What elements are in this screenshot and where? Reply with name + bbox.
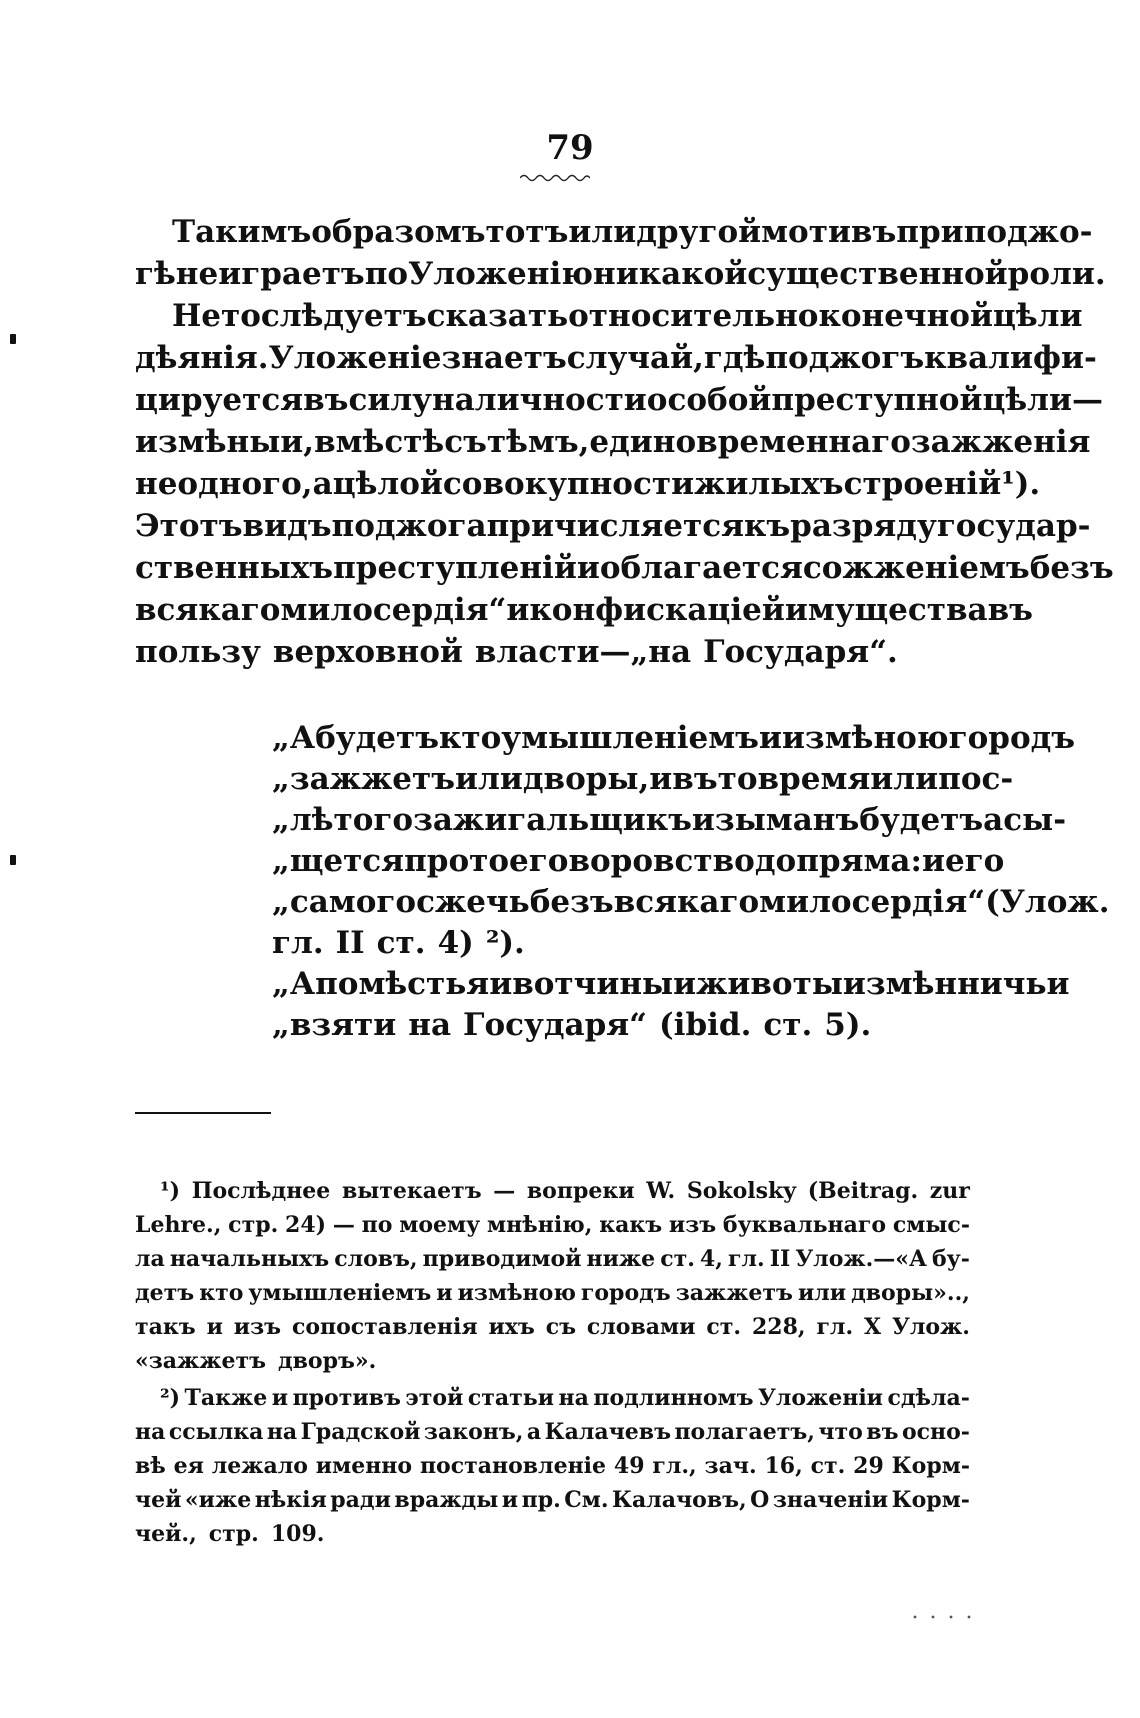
footnote-line: [135, 1278, 970, 1308]
footnote-line: [160, 1383, 970, 1413]
word: „щется: [272, 843, 405, 879]
word: цѣлой: [332, 466, 443, 502]
text-line: [172, 296, 1083, 336]
word: пр.: [521, 1487, 561, 1513]
word: или: [870, 761, 939, 797]
word: пользу: [135, 634, 261, 670]
word: ст.: [376, 925, 426, 961]
word: кто: [199, 1280, 244, 1306]
word: то: [717, 761, 758, 797]
word: другой: [636, 214, 762, 250]
word: государ-: [936, 508, 1091, 544]
word: постановленіе: [419, 1453, 607, 1479]
word: Уложеніе: [268, 340, 442, 376]
word: причисляется: [486, 508, 744, 544]
word: противъ: [292, 1385, 401, 1411]
word: и: [576, 550, 600, 586]
word: въ: [987, 592, 1033, 628]
quote-line: [272, 1005, 969, 1045]
word: его: [944, 843, 1005, 879]
word: на: [408, 1007, 452, 1043]
word: ниже: [586, 1246, 656, 1272]
word: моему: [399, 1212, 481, 1238]
word: См.: [564, 1487, 609, 1513]
word: играетъ: [218, 256, 365, 292]
word: умышленіемъ: [501, 720, 759, 756]
word: чей.,: [135, 1521, 197, 1547]
word: сожженіемъ: [802, 550, 1030, 586]
word: —: [493, 1178, 516, 1204]
word: Уложеніи: [757, 1385, 883, 1411]
text-line: [135, 338, 1097, 378]
footnote-line: [135, 1312, 970, 1342]
word: этой: [405, 1385, 464, 1411]
word: пос-: [938, 761, 1014, 797]
word: Sokolsky: [686, 1178, 797, 1204]
word: поджога: [331, 508, 487, 544]
word: по: [364, 256, 409, 292]
word: измѣны: [135, 424, 281, 460]
word: Не: [172, 298, 222, 334]
word: Lehre.,: [135, 1212, 222, 1238]
word: мотивъ: [761, 214, 897, 250]
word: стр.: [228, 1212, 279, 1238]
word: вотчины: [512, 966, 674, 1002]
word: и: [501, 1487, 519, 1513]
word: 49: [613, 1453, 645, 1479]
word: гѣ: [135, 256, 176, 292]
word: —: [332, 1212, 355, 1238]
word: и: [271, 1385, 289, 1411]
word: сжечь: [416, 884, 530, 920]
word: Уложенію: [408, 256, 594, 292]
word: милосердія“: [759, 884, 986, 920]
quote-line: [272, 923, 969, 963]
word: изыманъ: [691, 802, 860, 838]
word: всякаго: [135, 592, 281, 628]
footnote-line: [135, 1485, 970, 1515]
word: W.: [646, 1178, 676, 1204]
word: сопоставленія: [291, 1314, 478, 1340]
word: ст.: [706, 1314, 742, 1340]
word: (ibid.: [659, 1007, 752, 1043]
text-line: [135, 548, 1114, 588]
footnote-rule: [135, 1112, 271, 1114]
page-number-ornament: [520, 172, 590, 182]
word: или: [797, 1280, 847, 1306]
text-line: [135, 254, 1106, 294]
word: сы-: [1003, 802, 1067, 838]
word: X: [864, 1314, 882, 1340]
word: «иже: [184, 1487, 252, 1513]
word: и,: [280, 424, 315, 460]
word: про: [404, 843, 470, 879]
word: воровство: [568, 843, 755, 879]
word: (Улож.: [985, 884, 1110, 920]
word: тѣмъ,: [486, 424, 590, 460]
word: будетъ: [315, 720, 439, 756]
word: «зажжетъ: [135, 1348, 266, 1374]
word: приводимой: [422, 1246, 582, 1272]
word: то: [221, 298, 261, 334]
word: особой: [646, 382, 772, 418]
word: сказать: [426, 298, 569, 334]
word: слѣдуетъ: [260, 298, 427, 334]
word: безъ: [529, 884, 614, 920]
quote-line: [272, 964, 1070, 1004]
word: смыс-: [892, 1212, 970, 1238]
word: Государя“.: [703, 634, 898, 670]
word: цѣли: [992, 298, 1083, 334]
word: съ: [444, 424, 487, 460]
word: ²).: [485, 925, 525, 961]
word: на: [266, 1419, 298, 1445]
word: въ: [866, 1419, 899, 1445]
word: буквальнаго: [722, 1212, 887, 1238]
word: безъ: [1029, 550, 1114, 586]
word: одного,: [177, 466, 313, 502]
word: Такимъ: [172, 214, 312, 250]
word: дворы,: [522, 761, 650, 797]
word: строеній: [843, 466, 1002, 502]
word: О: [750, 1487, 770, 1513]
word: „самого: [272, 884, 417, 920]
word: II: [335, 925, 365, 961]
word: того: [333, 802, 414, 838]
text-line: [135, 464, 1041, 504]
word: стр.: [208, 1521, 259, 1547]
footnote-line: [135, 1210, 970, 1240]
word: „А: [272, 966, 316, 1002]
word: допряма:: [754, 843, 922, 879]
word: совокупности: [442, 466, 695, 502]
word: или: [568, 214, 637, 250]
word: гдѣ: [703, 340, 766, 376]
word: изъ: [233, 1314, 282, 1340]
word: а: [983, 802, 1004, 838]
word: „лѣ: [272, 802, 334, 838]
word: ради: [330, 1487, 391, 1513]
word: ¹).: [1001, 466, 1041, 502]
word: зач.: [704, 1453, 757, 1479]
word: не: [175, 256, 219, 292]
word: и: [649, 761, 673, 797]
word: ихъ: [488, 1314, 535, 1340]
word: разряду: [790, 508, 937, 544]
word: zur: [929, 1178, 970, 1204]
word: Государя“: [463, 1007, 648, 1043]
word: преступленій: [333, 550, 577, 586]
word: II: [769, 1246, 791, 1272]
footnote-line: [135, 1451, 970, 1481]
margin-mark: [10, 855, 16, 865]
word: животы: [696, 966, 843, 1002]
word: и: [436, 1280, 453, 1306]
word: осно-: [901, 1419, 970, 1445]
quote-line: [272, 718, 1076, 758]
word: наличности: [432, 382, 647, 418]
word: гл.: [816, 1314, 854, 1340]
word: Улож.: [892, 1314, 970, 1340]
word: „зажжетъ: [272, 761, 456, 797]
word: 4,: [699, 1246, 723, 1272]
footnote-line: [135, 1519, 970, 1549]
word: Этотъ: [135, 508, 243, 544]
word: зажженія: [910, 424, 1091, 460]
word: 29: [853, 1453, 884, 1479]
word: вражды: [394, 1487, 499, 1513]
word: ст.: [763, 1007, 813, 1043]
word: единовременнаго: [589, 424, 911, 460]
word: поджо-: [963, 214, 1093, 250]
text-line: [135, 632, 969, 672]
margin-mark: [10, 334, 16, 344]
word: статьи: [467, 1385, 555, 1411]
word: жилыхъ: [694, 466, 844, 502]
text-line: [135, 422, 1091, 462]
word: 5).: [824, 1007, 872, 1043]
word: въ: [672, 761, 718, 797]
quote-line: [272, 841, 1005, 881]
word: а: [312, 466, 333, 502]
word: детъ: [135, 1280, 195, 1306]
word: его: [509, 843, 569, 879]
word: и: [673, 966, 697, 1002]
word: конфискаціей: [529, 592, 785, 628]
word: тотъ: [485, 214, 569, 250]
word: начальныхъ: [169, 1246, 330, 1272]
word: образомъ: [311, 214, 486, 250]
word: видъ: [242, 508, 332, 544]
word: что: [818, 1419, 863, 1445]
scan-artifact-dots: [906, 1614, 976, 1620]
word: дѣянія.: [135, 340, 269, 376]
word: ссылка: [168, 1419, 264, 1445]
word: Послѣднее: [191, 1178, 331, 1204]
footnote-line: [135, 1244, 970, 1274]
word: законъ,: [423, 1419, 524, 1445]
word: и: [758, 720, 782, 756]
quote-line: [272, 759, 1014, 799]
word: словъ,: [334, 1246, 418, 1272]
word: сдѣла-: [887, 1385, 970, 1411]
word: городъ: [580, 1280, 671, 1306]
word: измѣнничьи: [842, 966, 1070, 1002]
word: бу-: [931, 1246, 970, 1272]
word: ¹): [160, 1178, 181, 1204]
word: какъ: [599, 1212, 663, 1238]
word: 4): [437, 925, 474, 961]
word: зажигальщикъ: [413, 802, 692, 838]
text-line: [135, 590, 1033, 630]
word: а: [526, 1419, 542, 1445]
word: никакой: [593, 256, 748, 292]
word: лежало: [211, 1453, 308, 1479]
word: и: [506, 592, 530, 628]
word: относительно: [568, 298, 819, 334]
word: словами: [586, 1314, 696, 1340]
word: 16,: [764, 1453, 803, 1479]
word: Также: [184, 1385, 268, 1411]
word: гл.: [727, 1246, 765, 1272]
word: силу: [348, 382, 433, 418]
word: и: [206, 1314, 223, 1340]
word: Калачовъ,: [612, 1487, 747, 1513]
word: ла: [135, 1246, 165, 1272]
word: Улож.—«А: [795, 1246, 927, 1272]
word: гл.: [272, 925, 324, 961]
word: преступной: [771, 382, 983, 418]
word: существенной: [747, 256, 1008, 292]
word: цируется: [135, 382, 304, 418]
word: и: [921, 843, 945, 879]
word: подлинномъ: [593, 1385, 754, 1411]
word: къ: [744, 508, 791, 544]
text-line: [135, 380, 1104, 420]
word: случай,: [566, 340, 704, 376]
word: облагается: [599, 550, 803, 586]
word: измѣною: [781, 720, 949, 756]
word: вопреки: [526, 1178, 635, 1204]
word: квалифи-: [924, 340, 1097, 376]
word: въ: [303, 382, 349, 418]
word: изъ: [668, 1212, 717, 1238]
word: по: [361, 1212, 393, 1238]
footnote-line: [135, 1346, 970, 1376]
word: не: [135, 466, 178, 502]
word: измѣною: [457, 1280, 576, 1306]
word: будетъ: [859, 802, 984, 838]
word: и: [489, 966, 513, 1002]
word: нѣкія: [254, 1487, 327, 1513]
word: мнѣнію,: [487, 1212, 593, 1238]
word: на: [135, 1419, 166, 1445]
word: время: [757, 761, 871, 797]
word: имущества: [784, 592, 988, 628]
quote-line: [272, 882, 1110, 922]
word: ственныхъ: [135, 550, 334, 586]
text-line: [172, 212, 1093, 252]
word: дворъ».: [277, 1348, 377, 1374]
word: вытекаетъ: [341, 1178, 482, 1204]
word: или: [455, 761, 523, 797]
word: Калачевъ: [544, 1419, 671, 1445]
word: (Beitrag.: [807, 1178, 919, 1204]
word: ст.: [660, 1246, 695, 1272]
word: при: [896, 214, 964, 250]
word: „А: [272, 720, 316, 756]
word: кто: [439, 720, 502, 756]
word: роли.: [1007, 256, 1106, 292]
word: знаетъ: [441, 340, 567, 376]
word: Корм-: [891, 1453, 970, 1479]
word: верховной: [272, 634, 463, 670]
word: городъ: [948, 720, 1076, 756]
word: конечной: [818, 298, 993, 334]
page-number: 79: [546, 128, 594, 168]
word: зажжетъ: [675, 1280, 793, 1306]
word: именно: [315, 1453, 413, 1479]
word: ²): [160, 1385, 181, 1411]
word: ст.: [810, 1453, 846, 1479]
word: милосердія“: [280, 592, 507, 628]
word: поджогъ: [765, 340, 925, 376]
word: умышленіемъ: [248, 1280, 432, 1306]
word: власти—„на: [474, 634, 692, 670]
footnote-line: [135, 1417, 970, 1447]
text-line: [135, 506, 1091, 546]
word: съ: [545, 1314, 576, 1340]
word: вмѣстѣ: [314, 424, 445, 460]
word: полагаетъ,: [674, 1419, 815, 1445]
word: „взяти: [272, 1007, 397, 1043]
word: 24): [285, 1212, 327, 1238]
word: 109.: [270, 1521, 325, 1547]
word: цѣли—: [982, 382, 1104, 418]
word: дворы»..,: [851, 1280, 970, 1306]
word: то: [469, 843, 510, 879]
footnote-line: [160, 1176, 970, 1206]
word: помѣстья: [315, 966, 490, 1002]
quote-line: [272, 800, 1067, 840]
word: значеніи: [772, 1487, 889, 1513]
word: чей: [135, 1487, 182, 1513]
word: 228,: [751, 1314, 806, 1340]
word: ея: [173, 1453, 204, 1479]
word: Корм-: [891, 1487, 970, 1513]
word: на: [558, 1385, 589, 1411]
word: всякаго: [613, 884, 760, 920]
word: Градской: [300, 1419, 421, 1445]
word: вѣ: [135, 1453, 166, 1479]
word: гл.,: [652, 1453, 697, 1479]
word: такъ: [135, 1314, 196, 1340]
